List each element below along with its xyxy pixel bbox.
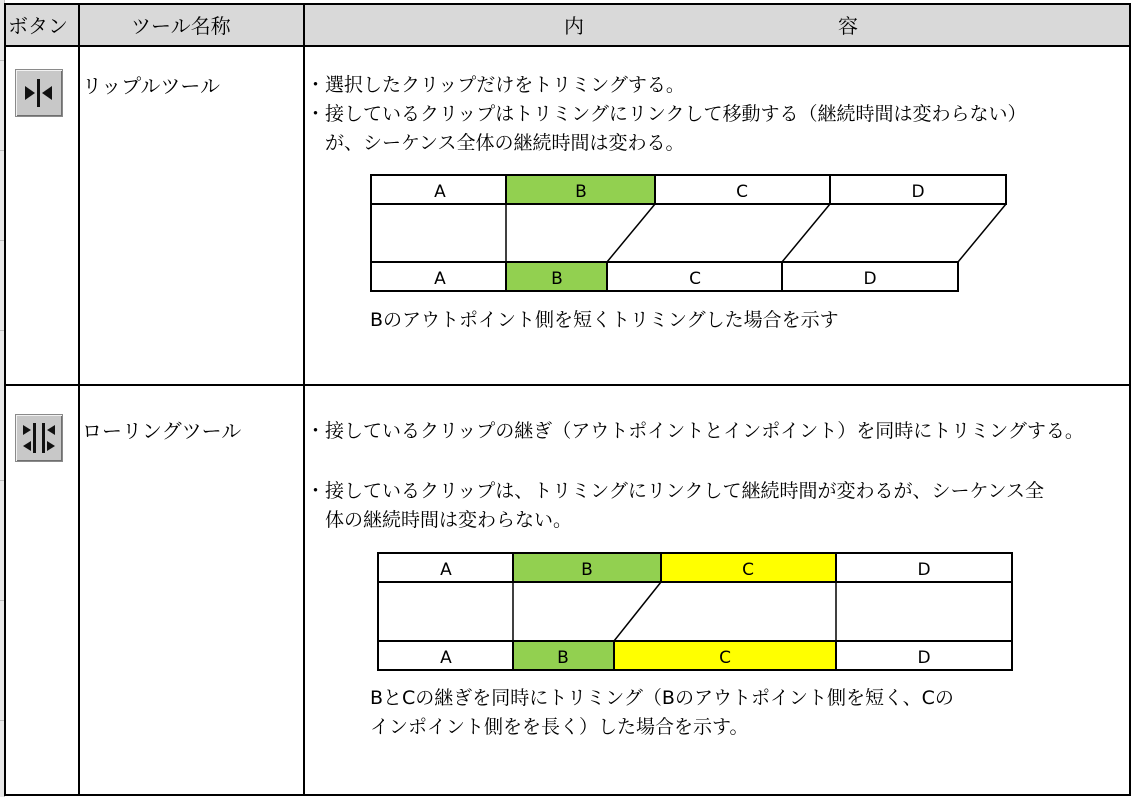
rolling-bottom-label-b: B: [557, 648, 569, 668]
header-toolname-column: ツール名称: [131, 14, 231, 38]
header-button-column: ボタン: [8, 14, 68, 38]
ripple-connector-cd: [782, 204, 830, 262]
rolling-bottom-label-c: C: [719, 648, 731, 668]
ripple-bottom-label-c: C: [689, 269, 701, 289]
rolling-bullet-2-cont: 体の継続時間は変わらない。: [306, 509, 573, 531]
ripple-bullet-1: ・選択したクリップだけをトリミングする。: [306, 74, 685, 96]
rolling-tool-button[interactable]: [15, 414, 63, 462]
rolling-tool-icon: [16, 415, 62, 461]
rolling-diagram-caption-line-2: インポイント側をを長く）した場合を示す。: [370, 716, 749, 738]
header-content-column-2: 容: [838, 14, 858, 38]
ripple-top-label-d: D: [911, 182, 925, 202]
ripple-bottom-label-b: B: [551, 269, 563, 289]
ripple-top-label-b: B: [575, 182, 587, 202]
rolling-bullet-1: ・接しているクリップの継ぎ（アウトポイントとインポイント）を同時にトリミングする。: [306, 420, 1084, 442]
rolling-bullet-2: ・接しているクリップは、トリミングにリンクして継続時間が変わるが、シーケンス全: [306, 480, 1044, 502]
ripple-bullet-2-cont: が、シーケンス全体の継続時間は変わる。: [306, 132, 685, 154]
rolling-tool-name: ローリングツール: [82, 419, 242, 443]
rolling-top-label-c: C: [742, 560, 754, 580]
header-content-column-1: 内: [564, 14, 584, 38]
rolling-diagram-caption-line-1: BとCの継ぎを同時にトリミング（Bのアウトポイント側を短く、Cの: [370, 687, 954, 709]
ripple-top-label-a: A: [434, 182, 446, 202]
ripple-connector-bc: [607, 204, 655, 262]
rolling-bottom-label-a: A: [440, 648, 452, 668]
ripple-connector-end: [958, 204, 1006, 262]
ripple-bottom-label-d: D: [863, 269, 877, 289]
ripple-bottom-label-a: A: [434, 269, 446, 289]
ripple-top-label-c: C: [736, 182, 748, 202]
ripple-bullet-2: ・接しているクリップはトリミングにリンクして移動する（継続時間は変わらない）: [306, 103, 1027, 125]
ripple-diagram-caption: Bのアウトポイント側を短くトリミングした場合を示す: [370, 309, 839, 331]
rolling-top-label-b: B: [581, 560, 593, 580]
rolling-bottom-label-d: D: [917, 648, 931, 668]
rolling-connector-bc: [614, 582, 661, 641]
rolling-top-label-a: A: [440, 560, 452, 580]
rolling-top-label-d: D: [917, 560, 931, 580]
ripple-tool-name: リップルツール: [82, 74, 220, 98]
